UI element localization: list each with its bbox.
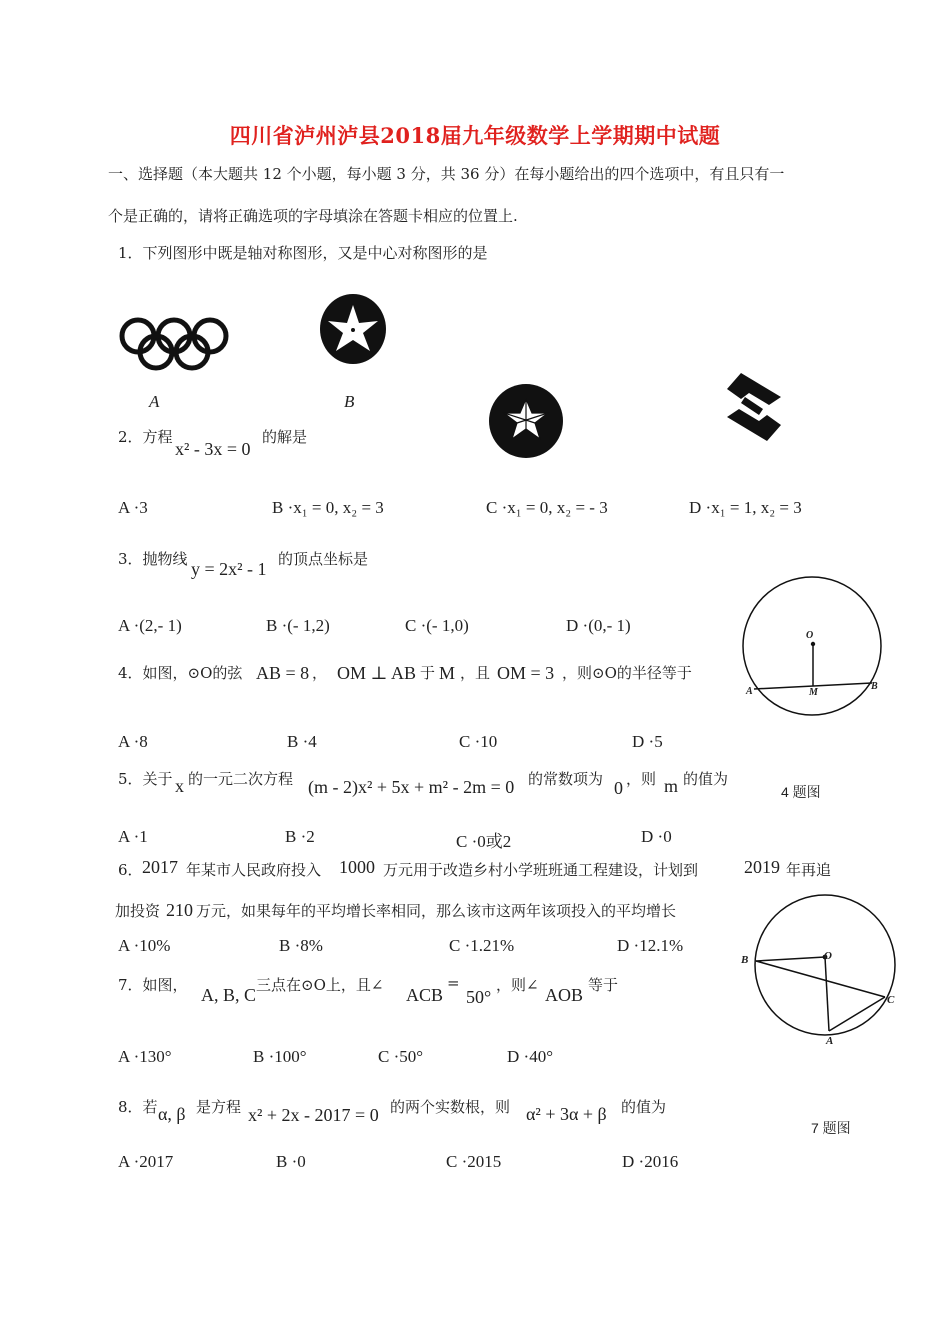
q7-option-b[interactable]: B ·100°: [253, 1047, 307, 1066]
q6-text1: 年某市人民政府投入: [186, 861, 322, 879]
olympic-rings-figure: [118, 316, 230, 372]
q5-equation: (m - 2)x² + 5x + m² - 2m = 0: [308, 777, 515, 797]
q4-fig-label-a: A: [746, 686, 753, 697]
q4-fig-label-m: M: [809, 687, 818, 698]
q1-label-b: B: [344, 392, 355, 411]
q4-tail: ，则⊙O的半径等于: [562, 664, 692, 682]
q5-var-m: m: [664, 776, 679, 796]
q3-option-b[interactable]: B ·(- 1,2): [266, 616, 330, 635]
q7-eq-50: 50°: [466, 987, 492, 1007]
q8-eq-alpha-beta: α, β: [158, 1104, 186, 1124]
q4-option-a[interactable]: A ·8: [118, 732, 148, 751]
q6-number: 6．: [118, 861, 143, 879]
q6-year-2017: 2017: [142, 857, 178, 877]
q7-figure-caption: 7 题图: [811, 1120, 851, 1136]
q4-figure-caption: 4 题图: [781, 784, 821, 800]
q7-fig-label-b: B: [741, 954, 749, 966]
q7-mid2: =: [447, 974, 460, 992]
q7-eq-acb: ACB: [406, 985, 444, 1005]
q6-amount-1000: 1000: [339, 857, 375, 877]
q7-eq-abc: A, B, C: [201, 985, 257, 1005]
q2-option-d[interactable]: D ·x₁ = 1, x₂ = 3: [689, 498, 802, 517]
q6-text5: 万元，如果每年的平均增长率相同，那么该市这两年该项投入的平均增长: [196, 902, 677, 920]
q3-stem: 3．抛物线: [118, 550, 188, 568]
q7-stem: 7．如图，: [118, 976, 188, 994]
q2-tail: 的解是: [262, 428, 308, 446]
q1-label-a: A: [149, 392, 160, 411]
page-title: 四川省泸州泸县2018届九年级数学上学期期中试题: [229, 123, 721, 148]
q6-year-2019: 2019: [744, 857, 780, 877]
q3-option-d[interactable]: D ·(0,- 1): [566, 616, 631, 635]
q7-fig-label-c: C: [887, 994, 895, 1006]
star-disc-figure: [488, 383, 564, 459]
q3-tail: 的顶点坐标是: [278, 550, 369, 568]
q6-amount-210: 210: [166, 900, 193, 920]
q4-mid3: ，且: [460, 664, 491, 682]
q4-option-c[interactable]: C ·10: [459, 732, 498, 751]
q8-mid: 是方程: [196, 1098, 242, 1116]
q7-circle-figure: [752, 893, 898, 1039]
q5-mid: 的一元二次方程: [188, 770, 294, 788]
q7-fig-label-a: A: [826, 1035, 834, 1047]
q8-tail: 的值为: [621, 1098, 667, 1116]
q8-equation: x² + 2x - 2017 = 0: [248, 1105, 379, 1125]
q7-mid: 三点在⊙O上，且∠: [256, 976, 384, 994]
q4-option-b[interactable]: B ·4: [287, 732, 317, 751]
q4-fig-label-b: B: [871, 681, 878, 692]
q4-eq-m: M: [439, 663, 456, 683]
q7-fig-label-o: O: [824, 950, 832, 962]
q4-mid2: 于: [420, 664, 436, 682]
q3-option-c[interactable]: C ·(- 1,0): [405, 616, 469, 635]
pinwheel-star-figure: [318, 293, 388, 365]
q3-equation: y = 2x² - 1: [191, 559, 267, 579]
q7-option-d[interactable]: D ·40°: [507, 1047, 553, 1066]
q6-text4: 加投资: [115, 902, 161, 920]
q7-eq-aob: AOB: [545, 985, 584, 1005]
q8-option-a[interactable]: A ·2017: [118, 1152, 174, 1171]
q8-eq-expr: α² + 3α + β: [526, 1104, 607, 1124]
q5-stem: 5．关于: [118, 770, 173, 788]
q5-zero: 0: [614, 778, 623, 798]
q6-option-d[interactable]: D ·12.1%: [617, 936, 684, 955]
q2-option-b[interactable]: B ·x₁ = 0, x₂ = 3: [272, 498, 384, 517]
q4-stem: 4．如图，⊙O的弦: [118, 664, 243, 682]
q5-mid2: 的常数项为: [528, 770, 604, 788]
q5-option-b[interactable]: B ·2: [285, 827, 315, 846]
q1-stem: 1．下列图形中既是轴对称图形，又是中心对称图形的是: [118, 244, 488, 262]
q5-mid3: ，则: [626, 770, 657, 788]
q8-stem: 8．若: [118, 1098, 158, 1116]
q2-stem: 2．方程: [118, 428, 173, 446]
q4-eq-perp: OM ⊥ AB: [337, 663, 416, 683]
q7-option-c[interactable]: C ·50°: [378, 1047, 424, 1066]
q8-option-b[interactable]: B ·0: [276, 1152, 306, 1171]
q7-tail: 等于: [588, 976, 619, 994]
q5-var-x: x: [175, 776, 184, 796]
q6-text2: 万元用于改造乡村小学班班通工程建设，计划到: [383, 861, 699, 879]
q8-option-c[interactable]: C ·2015: [446, 1152, 502, 1171]
q6-option-a[interactable]: A ·10%: [118, 936, 171, 955]
q6-option-c[interactable]: C ·1.21%: [449, 936, 515, 955]
q8-option-d[interactable]: D ·2016: [622, 1152, 679, 1171]
q5-option-d[interactable]: D ·0: [641, 827, 672, 846]
s-logo-figure: [723, 371, 785, 443]
q4-eq-om: OM = 3: [497, 663, 555, 683]
q6-text3: 年再追: [786, 861, 832, 879]
q5-option-a[interactable]: A ·1: [118, 827, 148, 846]
q2-option-a[interactable]: A ·3: [118, 498, 148, 517]
q8-mid2: 的两个实数根，则: [390, 1098, 511, 1116]
q6-option-b[interactable]: B ·8%: [279, 936, 323, 955]
q2-option-c[interactable]: C ·x₁ = 0, x₂ = - 3: [486, 498, 608, 517]
section-instructions-line2: 个是正确的，请将正确选项的字母填涂在答题卡相应的位置上.: [108, 207, 518, 225]
q4-eq-ab: AB = 8: [256, 663, 310, 683]
section-instructions-line1: 一、选择题（本大题共 12 个小题，每小题 3 分，共 36 分）在每小题给出的四个选项中，有且只有一: [108, 165, 785, 183]
q4-fig-label-o: O: [806, 630, 814, 641]
q5-option-c[interactable]: C ·0或2: [456, 832, 512, 851]
q7-mid3: ，则∠: [496, 976, 539, 994]
q7-option-a[interactable]: A ·130°: [118, 1047, 172, 1066]
q4-sep: ，: [312, 664, 328, 682]
q3-option-a[interactable]: A ·(2,- 1): [118, 616, 182, 635]
q5-tail: 的值为: [683, 770, 729, 788]
q4-option-d[interactable]: D ·5: [632, 732, 663, 751]
q2-equation: x² - 3x = 0: [175, 439, 251, 459]
